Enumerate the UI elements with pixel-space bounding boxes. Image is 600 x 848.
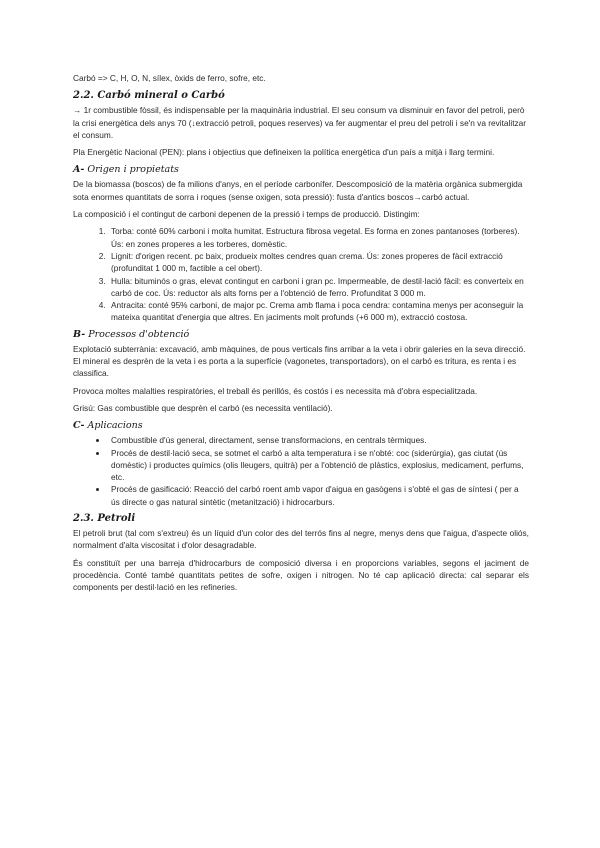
intro-line: Carbó => C, H, O, N, sílex, òxids de ferro, sofre, etc. <box>73 73 266 83</box>
processos-paragraph-3: Grisú: Gas combustible que desprèn el carbó (es necessita ventilació). <box>73 402 333 413</box>
origen-paragraph-2: La composició i el contingut de carboni depenen de la pressió i temps de producció. Distingim: <box>73 209 420 220</box>
section-title-carbo: 2.2. Carbó mineral o Carbó <box>73 90 225 102</box>
petroli-paragraph-1: El petroli brut (tal com s'extreu) és un líquid d'un color des del terrós fins al negre, menys dens que l'aigua, d'aspecte oliós, normalment d'alta viscositat i d'olor desagradable. <box>73 528 529 551</box>
list-item-combustible: • Combustible d'ús general, directament, sense transformacions, en centrals tèrmiques. <box>108 434 529 446</box>
processos-paragraph-2: Provoca moltes malalties respiratòries, el treball és perillós, és costós i es necessita mà d'obra especialitzada. <box>73 385 478 396</box>
list-item-torba: 1. Torba: conté 60% carboni i molta humitat. Estructura fibrosa vegetal. Es forma en zones pantanoses (torberes). Ús: en zones properes a les torberes, domèstic. <box>108 225 529 250</box>
carbo-paragraph-1: → 1r combustible fòssil, és indispensable per la maquinària industrial. El seu consum va disminuir en favor del petroli, però la crisi energètica dels anys 70 (↓extracció petroli, poques reserves) va fer augmentar el preu del petroli i se'n va revitalitzar el consum. <box>73 105 527 140</box>
coal-types-list <box>73 225 529 323</box>
list-item-lignit: 2. Lignit: d'origen recent. pc baix, produeix moltes cendres quan crema. Ús: zones properes de fàcil extracció (profunditat 1 000 m, factible a cel obert). <box>108 250 529 275</box>
subsection-letter-b: B- <box>73 328 86 340</box>
list-item-gasificacio: • Procés de gasificació: Reacció del carbó roent amb vapor d'aigua en gasògens i s'obté el gas de síntesi ( per a ús directe o gas natural sintètic (metanització) i hidrocarburs. <box>108 483 529 508</box>
subsection-title-aplicacions <box>73 419 529 433</box>
list-item-antracita: 4. Antracita: conté 95% carboni, de major pc. Crema amb flama i poca cendra: contamina menys per aconseguir la mateixa quantitat d'energia que altres. En jaciments molt profunds (+6 000 m), extracció costosa. <box>108 299 529 324</box>
list-item-destillacio: • Procés de destil·lació seca, se sotmet el carbó a alta temperatura i se n'obté: coc (siderúrgia), gas ciutat (ús domèstic) i productes químics (olis lleugers, quitrà) per a l'obtenció de plàstics, explosius, medicament, perfums, etc. <box>108 447 529 484</box>
origen-paragraph-1: De la biomassa (boscos) de fa milions d'anys, en el període carbonífer. Descomposició de la matèria orgànica submergida sota enormes quantitats de sorra i roques (sense oxigen, sota pressió): fusta d'antics boscos→carbó actual. <box>73 179 523 202</box>
carbo-paragraph-2: Pla Energètic Nacional (PEN): plans i objectius que defineixen la política energètica d'un país a mitjà i llarg termini. <box>73 147 495 158</box>
subsection-title-processos <box>73 328 529 342</box>
section-title-petroli: 2.3. Petroli <box>73 513 136 525</box>
applications-list <box>73 434 529 508</box>
subsection-letter-c: C- <box>73 420 85 432</box>
processos-paragraph-1: Explotació subterrània: excavació, amb màquines, de pous verticals fins arribar a la veta i obrir galeries en la seva direcció. El mineral es desprèn de la veta i es porta a la superfície (vagonetes, transportadors), on el carbó es tritura, es renta i es classifica. <box>73 343 526 379</box>
subsection-label-b: Processos d'obtenció <box>88 328 190 340</box>
subsection-letter-a: A- <box>73 164 85 176</box>
subsection-label-c: Aplicacions <box>87 420 143 432</box>
subsection-label-a: Origen i propietats <box>87 164 179 176</box>
document-page <box>73 72 529 599</box>
list-item-hulla: 3. Hulla: bituminós o gras, elevat contingut en carboni i gran pc. Impermeable, de destil·lació fàcil: es converteix en carbó de coc. Ús: reductor als alts forns per a l'obtenció de ferro. Profunditat 3 000 m. <box>108 275 529 300</box>
subsection-title-origen <box>73 163 529 177</box>
petroli-paragraph-2: És constituït per una barreja d'hidrocarburs de composició diversa i en proporcions variables, segons el jaciment de procedència. Conté també quantitats petites de sofre, oxigen i nitrogen. No té cap aplicació directa: cal separar els components per destil·lació en les refineries. <box>73 557 529 593</box>
